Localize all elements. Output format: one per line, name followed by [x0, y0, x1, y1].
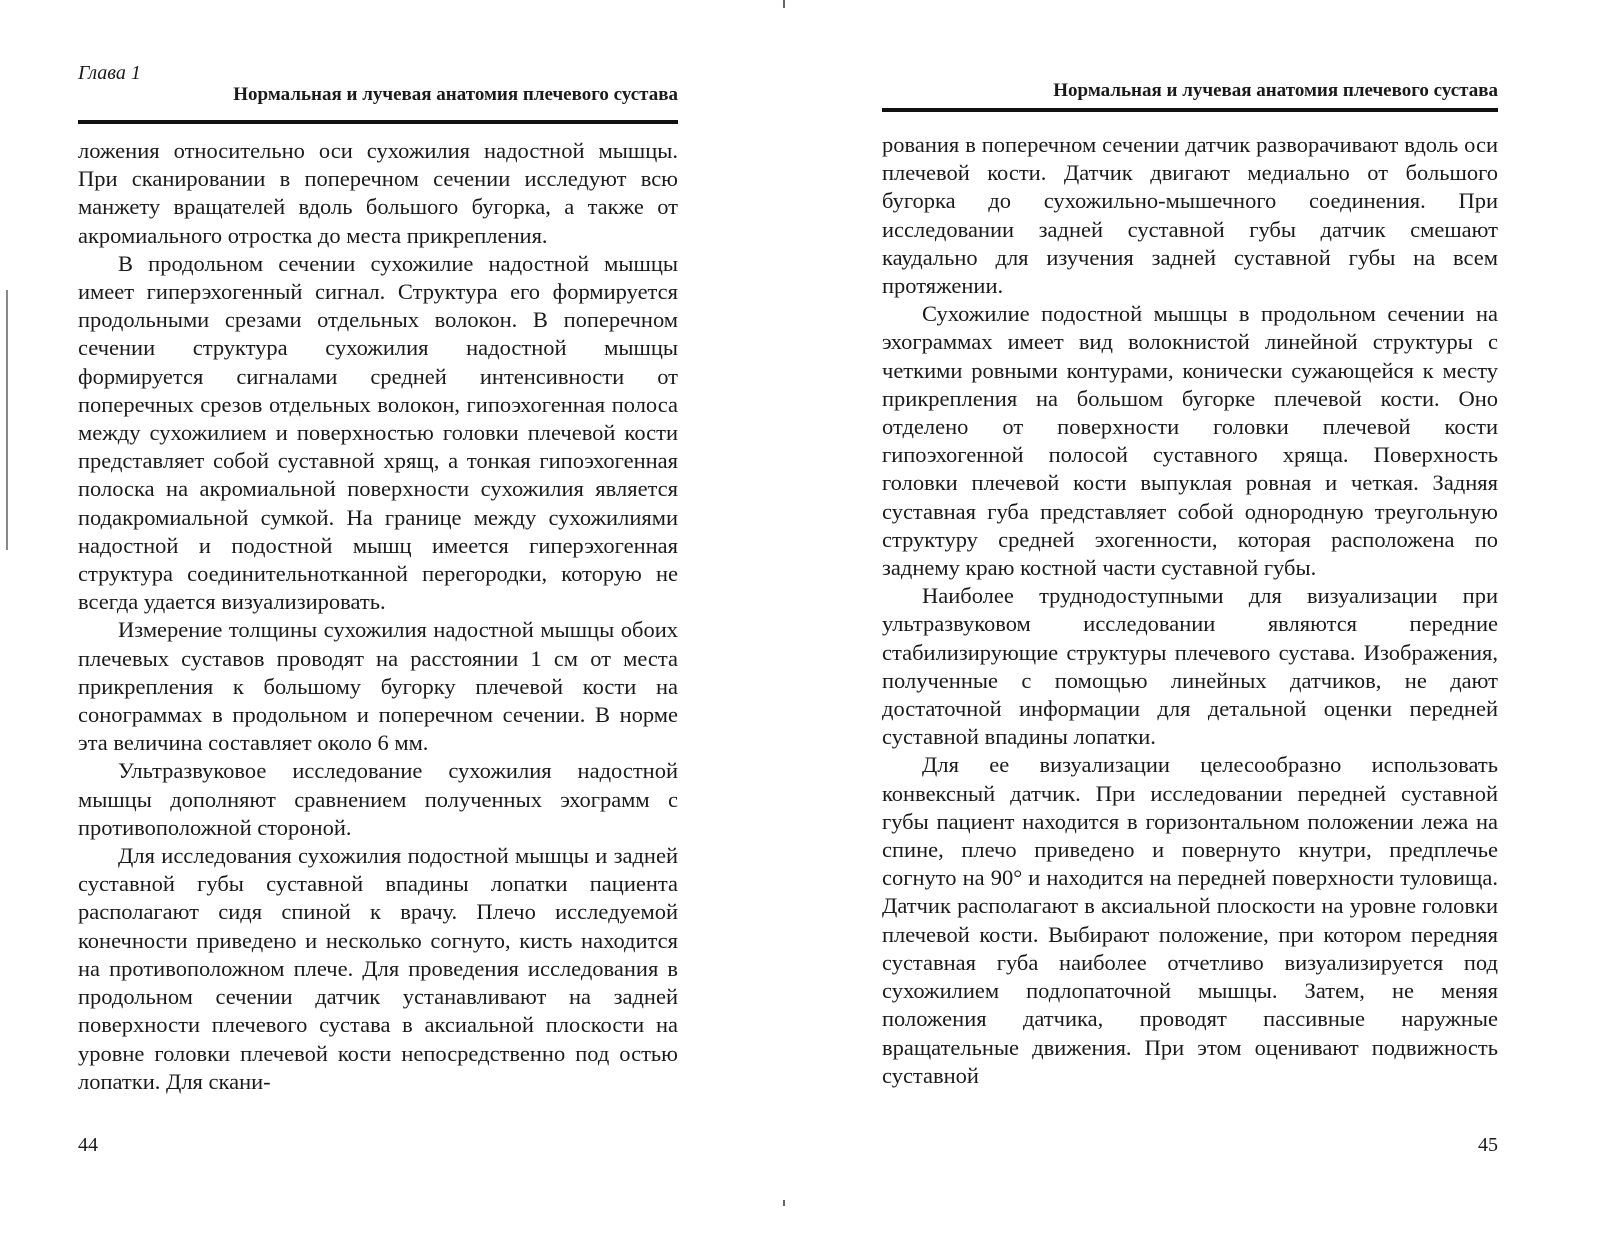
scan-edge-line: [6, 290, 8, 550]
paragraph: ложения относительно оси сухожилия надостной мышцы. При сканировании в поперечном сечении исследуют всю манжету вращателей вдоль большого бугорка, а также от акромиального отростка до места прикрепления.: [78, 138, 678, 248]
gutter-mark-bottom: [783, 1200, 785, 1206]
paragraph: рования в поперечном сечении датчик разворачивают вдоль оси плечевой кости. Датчик двигают медиально от большого бугорка до сухожильно-мышечного соединения. При исследовании задней суставной губы датчик смешают каудально для изучения задней суставной губы на всем протяжении.: [882, 132, 1498, 299]
page-number-left: 44: [78, 1134, 98, 1156]
gutter-mark-top: [783, 0, 785, 8]
paragraph: Для исследования сухожилия подостной мышцы и задней суставной губы суставной впадины лопатки пациента располагают сидя спиной к врачу. Плечо исследуемой конечности приведено и несколько согнуто, кисть находится на противоположном плече. Для проведения исследования в продольном сечении датчик устанавливают на задней поверхности плечевого сустава в аксиальной плоскости на уровне головки плечевой кости непосредственно под остью лопатки. Для скани-: [78, 843, 678, 1094]
header-rule-right: [882, 108, 1498, 112]
right-page: [882, 0, 1498, 1233]
paragraph: Наиболее труднодоступными для визуализации при ультразвуковом исследовании являются передние стабилизирующие структуры плечевого сустава. Изображения, полученные с помощью линейных датчиков, не дают достаточной информации для детальной оценки передней суставной впадины лопатки.: [882, 583, 1498, 750]
paragraph: Измерение толщины сухожилия надостной мышцы обоих плечевых суставов проводят на расстоянии 1 см от места прикрепления к большому бугорку плечевой кости на сонограммах в продольном и поперечном сечении. В норме эта величина составляет около 6 мм.: [78, 617, 678, 756]
paragraph: Для ее визуализации целесообразно использовать конвексный датчик. При исследовании передней суставной губы пациент находится в горизонтальном положении лежа на спине, плечо приведено и повернуто кнутри, предплечье согнуто на 90° и находится на передней поверхности туловища. Датчик располагают в аксиальной плоскости на уровне головки плечевой кости. Выбирают положение, при котором передняя суставная губа наиболее отчетливо визуализируется под сухожилием подлопаточной мышцы. Затем, не меняя положения датчика, проводят пассивные наружные вращательные движения. При этом оценивают подвижность суставной: [882, 752, 1498, 1088]
right-page-body: [882, 131, 1498, 1090]
page-number-right: 45: [1478, 1134, 1498, 1156]
running-head-left: Нормальная и лучевая анатомия плечевого сустава: [233, 84, 678, 105]
header-rule-left: [78, 120, 678, 124]
chapter-label: Глава 1: [78, 62, 141, 84]
left-page: [78, 0, 678, 1233]
paragraph: В продольном сечении сухожилие надостной мышцы имеет гиперэхогенный сигнал. Структура его формируется продольными срезами отдельных волокон. В поперечном сечении структура сухожилия надостной мышцы формируется сигналами средней интенсивности от поперечных срезов отдельных волокон, гипоэхогенная полоса между сухожилием и поверхностью головки плечевой кости представляет собой суставной хрящ, а тонкая гипоэхогенная полоска на акромиальной поверхности сухожилия является подакромиальной сумкой. На границе между сухожилиями надостной и подостной мышц имеется гиперэхогенная структура соединительнотканной перегородки, которую не всегда удается визуализировать.: [78, 250, 678, 615]
running-head-right: Нормальная и лучевая анатомия плечевого сустава: [1053, 80, 1498, 101]
left-page-body: [78, 137, 678, 1096]
paragraph: Сухожилие подостной мышцы в продольном сечении на эхограммах имеет вид волокнистой линейной структуры с четкими ровными контурами, конически сужающейся к месту прикрепления на большом бугорке плечевой кости. Оно отделено от поверхности головки плечевой кости гипоэхогенной полосой суставного хряща. Поверхность головки плечевой кости выпуклая ровная и четкая. Задняя суставная губа представляет собой однородную треугольную структуру средней эхогенности, которая расположена по заднему краю костной части суставной губы.: [882, 301, 1498, 581]
paragraph: Ультразвуковое исследование сухожилия надостной мышцы дополняют сравнением полученных эхограмм с противоположной стороной.: [78, 758, 678, 840]
